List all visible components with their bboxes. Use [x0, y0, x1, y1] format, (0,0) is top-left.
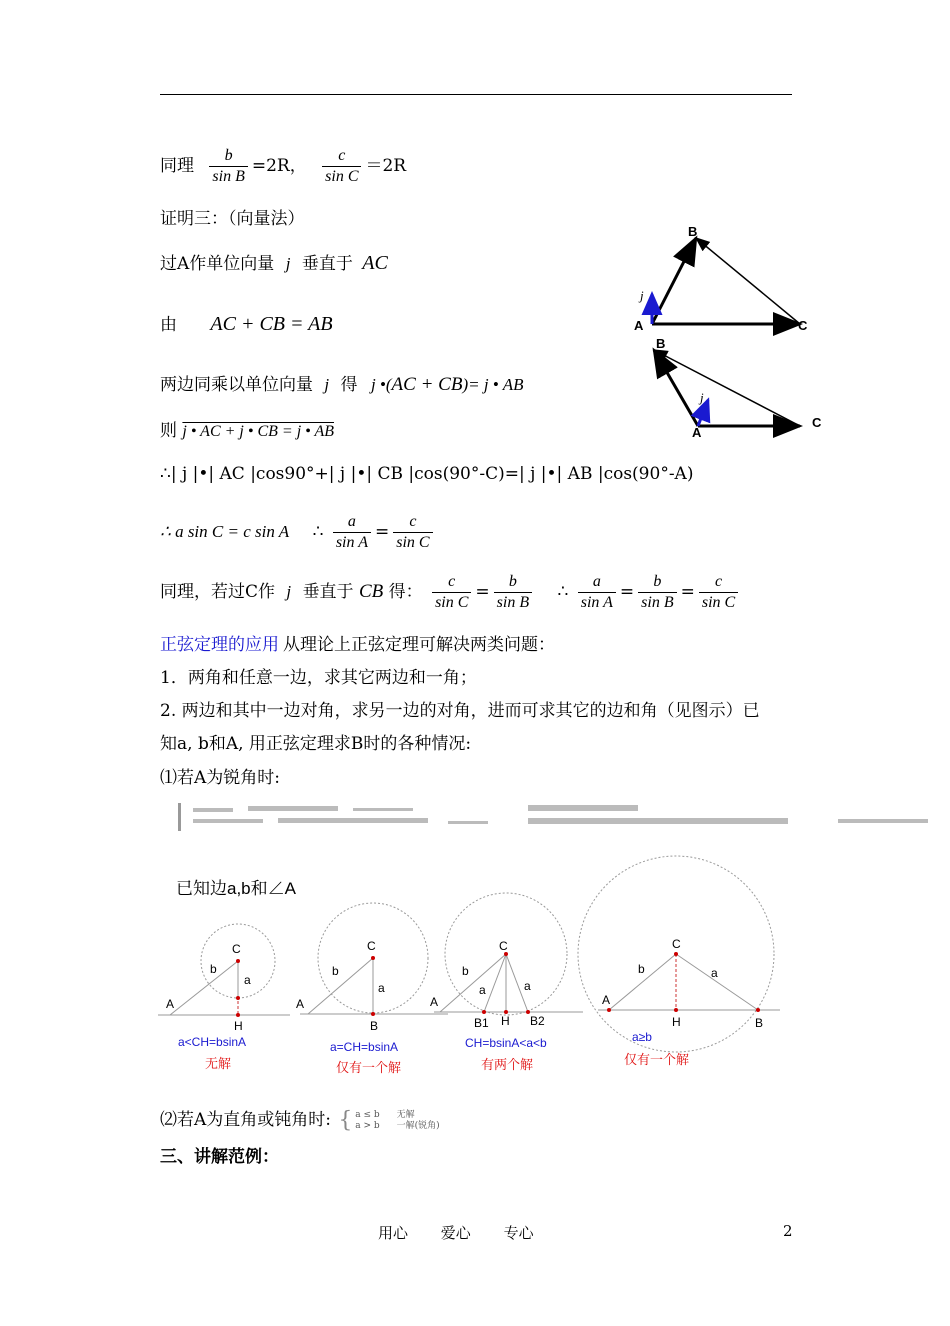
case2-cond: a=CH=bsinA [330, 1040, 399, 1054]
figure-label: A [296, 997, 305, 1011]
line-through-a: 过A作单位向量 j 垂直于 AC [160, 252, 388, 274]
figure-label: a [711, 966, 718, 980]
figure-label: H [672, 1015, 681, 1029]
vec-label-C-upper: C [798, 318, 808, 333]
vec-label-B-upper: B [688, 224, 698, 239]
case2-line: ⑵若A为直角或钝角时: { a ≤ b 无解 a > b 一解(锐角) [160, 1108, 440, 1133]
case3-cond: CH=bsinA<a<b [465, 1036, 547, 1050]
therefore2-line: ∴ a sin C = c sin A ∴ $\frac{a}{\text{sin A}}$ = $\frac{c}{\text{sin C}}$ [160, 512, 437, 553]
cases-figure [158, 850, 798, 1080]
figure-label: a [479, 983, 486, 997]
section3-heading: 三、讲解范例： [160, 1147, 279, 1167]
application-item1: 1．两角和任意一边，求其它两边和一角； [160, 668, 477, 688]
case1-diagram [158, 924, 290, 1033]
figure-label: C [499, 939, 508, 953]
similarly-c-line: 同理，若过C作 j 垂直于 CB 得： $\frac{c}{\text{sin C}}$ = $\frac{b}{\text{sin B}}$ ∴ $\frac{a}{\text{sin A}}$ = $\frac{b}{\text{sin B}}$ = $\frac{c}{\text{sin C}}$ [160, 572, 742, 613]
figure-label: C [232, 942, 241, 956]
application-title-link[interactable]: 正弦定理的应用 [160, 635, 279, 655]
vector-triangle-figure [630, 222, 830, 442]
case2-diagram [296, 903, 448, 1033]
application-item2b: 知a, b和A, 用正弦定理求B时的各种情况: [160, 734, 472, 754]
case2-result: 仅有一个解 [336, 1060, 402, 1075]
case1-label: ⑴若A为锐角时: [160, 768, 281, 788]
case1-result: 无解 [205, 1056, 232, 1071]
figure-label: b [210, 962, 217, 976]
therefore-line: ∴| j |•| AC |cos90°+| j |•| CB |cos(90°-C)=| j |•| AB |cos(90°-A) [160, 464, 694, 484]
application-item2a: 2. 两边和其中一边对角，求另一边的对角，进而可求其它的边和角（见图示）已 [160, 701, 760, 721]
both-sides-line: 两边同乘以单位向量 j 得 j •(AC + CB)= j • AB [160, 374, 524, 395]
vec-label-C-lower: C [812, 415, 822, 430]
vec-label-A-upper: A [634, 318, 644, 333]
vec-label-A-lower: A [692, 425, 702, 440]
case3-diagram [430, 893, 583, 1030]
proof3-title: 证明三：（向量法） [160, 209, 305, 229]
figure-label: H [501, 1014, 510, 1028]
from-line: 由 AC + CB = AB [160, 313, 333, 335]
figure-label: C [672, 937, 681, 951]
figure-label: a [378, 981, 385, 995]
case4-result: 仅有一个解 [624, 1052, 690, 1067]
then-line: 则 j • AC + j • CB = j • AB [160, 421, 334, 441]
application-line: 正弦定理的应用 从理论上正弦定理可解决两类问题： [160, 635, 555, 655]
footer-motto: 用心 爱心 专心 [378, 1224, 534, 1242]
case1-cond: a<CH=bsinA [178, 1035, 247, 1049]
figure-label: C [367, 939, 376, 953]
case3-result: 有两个解 [481, 1057, 534, 1072]
figure-label: a [524, 979, 531, 993]
figure-label: B2 [530, 1014, 545, 1028]
figure-label: A [602, 993, 611, 1007]
case4-diagram [578, 856, 780, 1052]
proof-same-reason-line: 同理 $\frac{b}{\text{sin B}}$ =2R， $\frac{c}{\text{sin C}}$ ＝2R [160, 147, 407, 185]
figure-label: b [462, 964, 469, 978]
figure-label: A [430, 995, 439, 1009]
figure-label: b [638, 962, 645, 976]
blurred-formula-strip [178, 803, 928, 831]
page-number: 2 [783, 1222, 793, 1240]
figure-label: B [370, 1019, 379, 1033]
figure-label: a [244, 973, 251, 987]
vec-label-j-lower: j [700, 390, 704, 405]
blurred-formula-image [178, 803, 928, 831]
lower-triangle [654, 350, 800, 426]
upper-triangle [652, 238, 800, 324]
vec-label-j-upper: j [640, 288, 644, 303]
figure-label: B [755, 1016, 764, 1030]
case2-brace: { a ≤ b 无解 a > b 一解(锐角) [338, 1108, 440, 1133]
figure-label: H [234, 1019, 243, 1033]
figure-label: A [166, 997, 175, 1011]
case4-cond: a≥b [632, 1030, 652, 1044]
cases-figure-title: 已知边a,b和∠A [176, 879, 296, 898]
vec-label-B-lower: B [656, 336, 666, 351]
figure-label: B1 [474, 1016, 489, 1030]
header-rule [160, 94, 792, 95]
figure-label: b [332, 964, 339, 978]
